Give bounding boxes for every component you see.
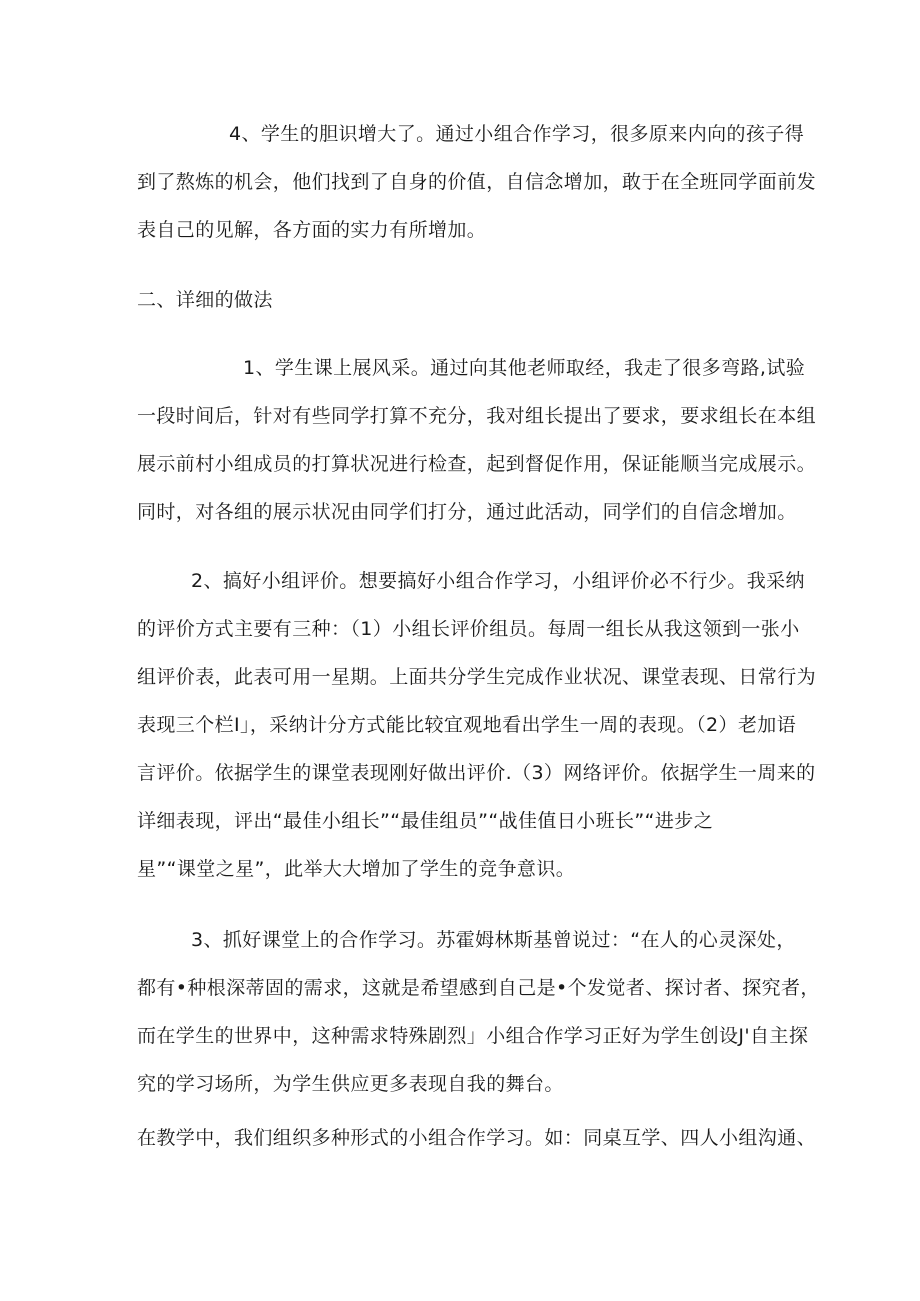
method-3-line-3: 而在学生的世界中，这种需求特殊剧烈」小组合作学习正好为学生创设J'自主探 — [137, 1025, 809, 1047]
method-2-line-4: 表现三个栏Ⅰ」，采纳计分方式能比较宜观地看出学生一周的表现。（2）老加语 — [137, 714, 797, 736]
method-2-line-5: 言评价。依据学生的课堂表现刚好做出评价.（3）网络评价。依据学生一周来的 — [137, 762, 816, 784]
method-2-line-6: 详细表现，评出“最佳小组长”“最佳组员”“战佳值日小班长”“进步之 — [137, 810, 714, 832]
method-2-line-7: 星”“课堂之星”，此举大大增加了学生的竞争意识。 — [137, 858, 576, 880]
method-2-line-2: 的评价方式主要有三种：（1）小组长评价组员。每周一组长从我这领到一张小 — [137, 618, 800, 640]
method-1-line-4: 同时，对各组的展示状况由同学们打分，通过此活动，同学们的自信念增加。 — [137, 501, 797, 523]
paragraph-4-line-1: 4、学生的胆识增大了。通过小组合作学习，很多原来内向的孩子得 — [229, 123, 805, 145]
method-1-line-2: 一段时间后，针对有些同学打算不充分，我对组长提出了要求，要求组长在本组 — [137, 405, 817, 427]
method-2-line-3: 组评价表，此表可用一星期。上面共分学生完成作业状况、课堂表现、日常行为 — [137, 666, 817, 688]
paragraph-4-line-2: 到了熬炼的机会，他们找到了自身的价值，自信念增加，敢于在全班同学面前发 — [137, 171, 817, 193]
method-3-line-2: 都有•种根深蒂固的需求，这就是希望感到自己是•个发觉者、探讨者、探究者， — [137, 977, 820, 999]
method-2-line-1: 2、搞好小组评价。想要搞好小组合作学习，小组评价必不行少。我采纳 — [191, 570, 805, 592]
method-3-line-4: 究的学习场所，为学生供应更多表现自我的舞台。 — [137, 1073, 564, 1095]
section-heading: 二、详细的做法 — [137, 289, 273, 311]
method-3-line-1: 3、抓好课堂上的合作学习。苏霍姆林斯基曾说过：“在人的心灵深处， — [191, 929, 796, 951]
method-1-line-3: 展示前村小组成员的打算状况进行检查，起到督促作用，保证能顺当完成展示。 — [137, 453, 817, 475]
method-1-line-1: 1、学生课上展风采。通过向其他老师取经，我走了很多弯路,试验 — [243, 357, 806, 379]
method-3-line-5: 在教学中，我们组织多种形式的小组合作学习。如：同桌互学、四人小组沟通、 — [137, 1127, 817, 1149]
paragraph-4-line-3: 表自己的见解，各方面的实力有所增加。 — [137, 219, 487, 241]
